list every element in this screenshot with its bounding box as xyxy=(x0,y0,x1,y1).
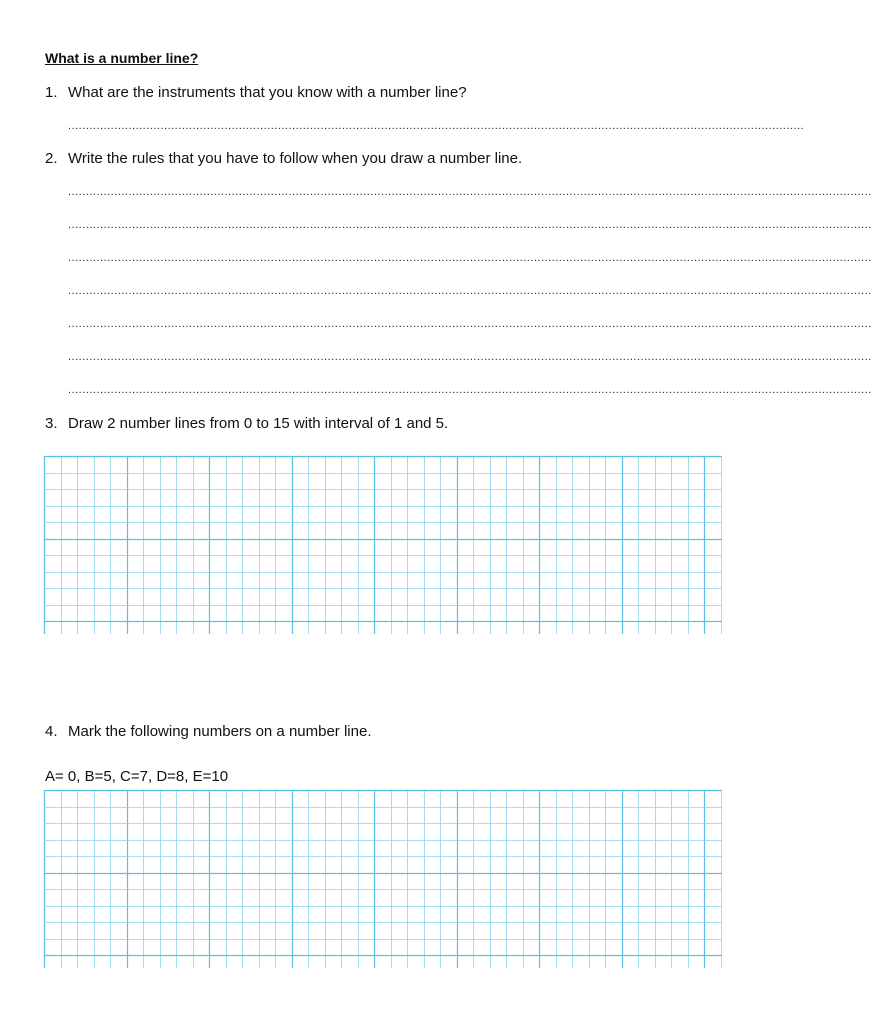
question-text: Mark the following numbers on a number line. xyxy=(68,723,372,740)
question-number: 2. xyxy=(45,150,58,167)
grid-paper-2-lines xyxy=(44,790,722,968)
question-number: 1. xyxy=(45,84,58,101)
grid-paper-1-lines xyxy=(44,456,722,634)
answer-line[interactable]: .................................................................................................................................................................................................................................. xyxy=(68,318,872,330)
question-text: What are the instruments that you know with a number line? xyxy=(68,84,467,101)
grid-paper-2[interactable] xyxy=(44,790,722,968)
answer-line[interactable]: ............................................................................................................................................................................................................... xyxy=(68,120,805,132)
question-number: 4. xyxy=(45,723,58,740)
question-text: Draw 2 number lines from 0 to 15 with interval of 1 and 5. xyxy=(68,415,449,432)
answer-line[interactable]: .................................................................................................................................................................................................................................. xyxy=(68,219,872,231)
answer-line[interactable]: .................................................................................................................................................................................................................................. xyxy=(68,384,872,396)
answer-line[interactable]: .................................................................................................................................................................................................................................. xyxy=(68,186,872,198)
answer-line[interactable]: .................................................................................................................................................................................................................................. xyxy=(68,252,872,264)
question-text: Write the rules that you have to follow when you draw a number line. xyxy=(68,150,523,167)
page-title: What is a number line? xyxy=(45,50,199,66)
answer-line[interactable]: .................................................................................................................................................................................................................................. xyxy=(68,351,872,363)
answer-line[interactable]: .................................................................................................................................................................................................................................. xyxy=(68,285,872,297)
question-number: 3. xyxy=(45,415,58,432)
grid-paper-1[interactable] xyxy=(44,456,722,634)
points-list: A= 0, B=5, C=7, D=8, E=10 xyxy=(45,768,229,785)
